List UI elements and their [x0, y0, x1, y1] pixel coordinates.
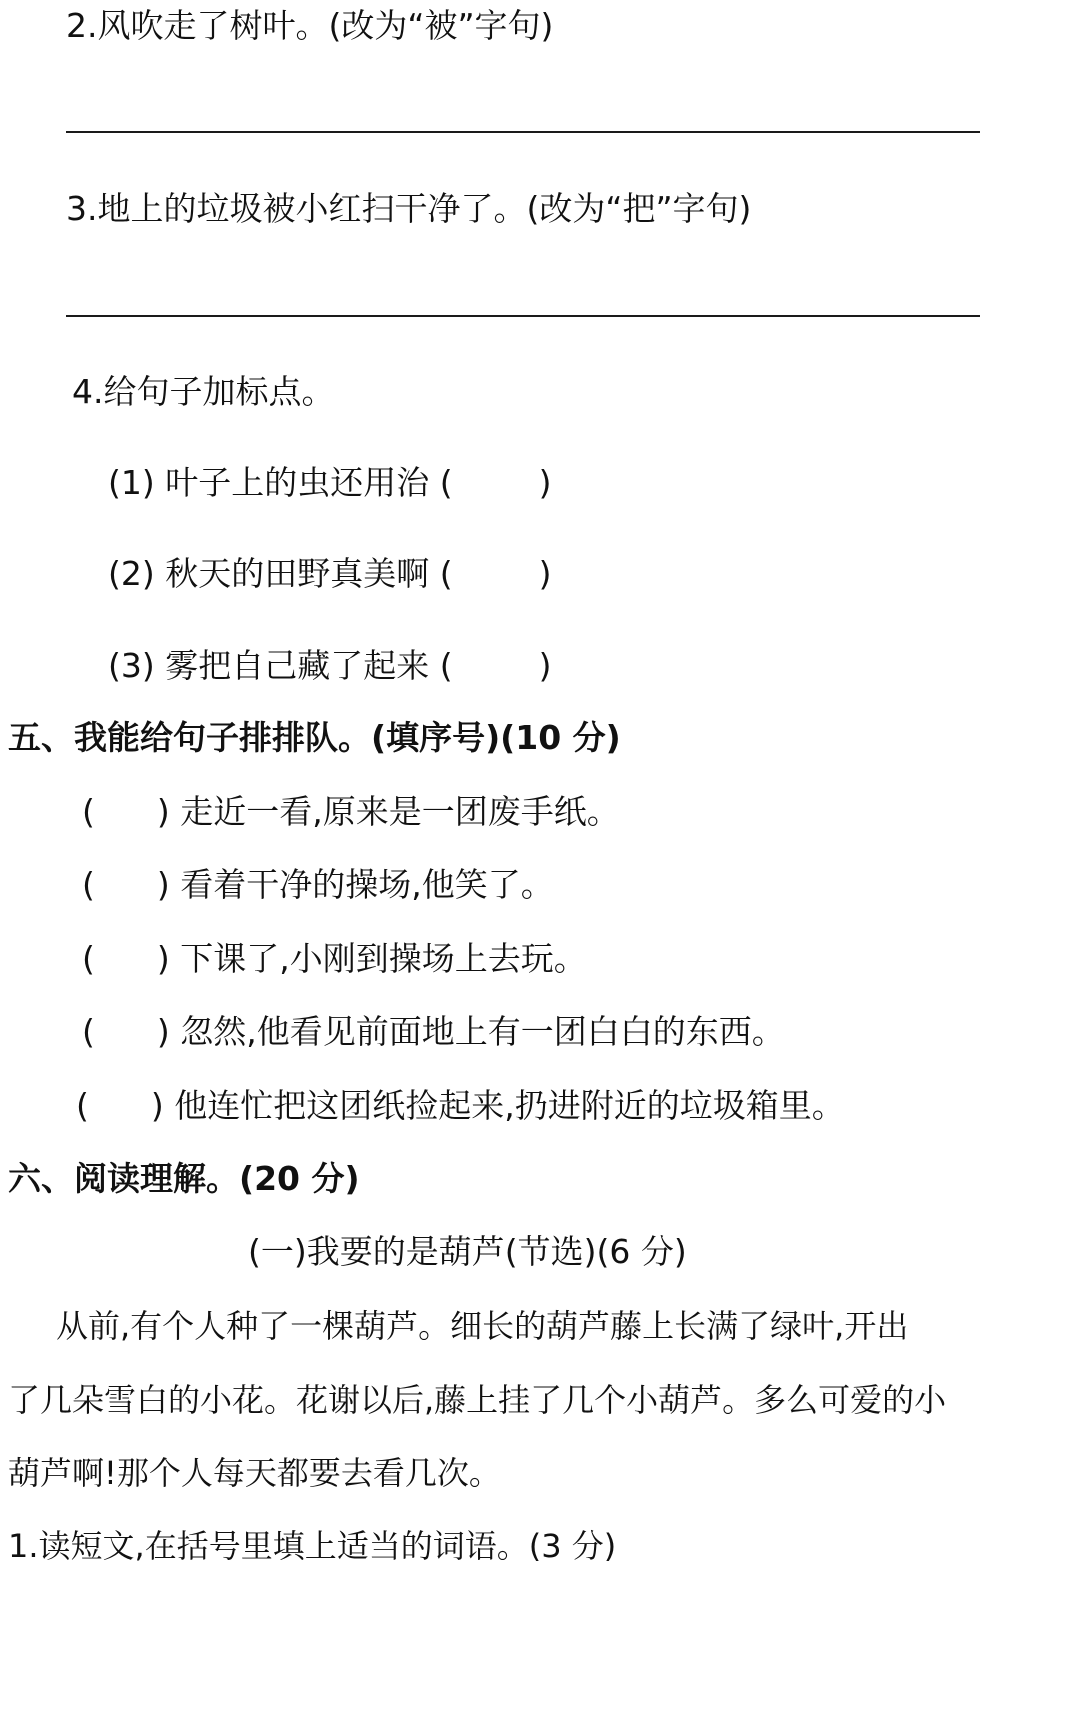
order-item-text: 下课了,小刚到操场上去玩。: [180, 939, 587, 978]
answer-blank[interactable]: ( ): [439, 554, 552, 593]
question-4: 4.给句子加标点。: [72, 372, 335, 411]
order-item-text: 忽然,他看见前面地上有一团白白的东西。: [180, 1012, 785, 1051]
punct-item-number: (1): [108, 463, 155, 502]
order-blank[interactable]: ( ): [82, 939, 170, 978]
order-item-1: [82, 792, 620, 832]
order-item-3: [82, 939, 587, 979]
punct-item-2: [108, 554, 552, 594]
answer-line-2[interactable]: [66, 131, 980, 133]
punct-item-1: [108, 463, 552, 503]
answer-line-3[interactable]: [66, 315, 980, 317]
order-blank[interactable]: ( ): [82, 865, 170, 904]
section-5-heading: 五、我能给句子排排队。(填序号)(10 分): [8, 718, 621, 757]
punct-item-text: 秋天的田野真美啊: [165, 554, 430, 593]
passage-line-1: 从前,有个人种了一棵葫芦。细长的葫芦藤上长满了绿叶,开出: [56, 1307, 909, 1345]
question-2: 2.风吹走了树叶。(改为“被”字句): [66, 6, 554, 45]
answer-blank[interactable]: ( ): [439, 463, 552, 502]
passage-line-3: 葫芦啊!那个人每天都要去看几次。: [8, 1454, 501, 1492]
order-item-text: 看着干净的操场,他笑了。: [180, 865, 554, 904]
reading-question-1: 1.读短文,在括号里填上适当的词语。(3 分): [8, 1527, 617, 1565]
section-6-heading: 六、阅读理解。(20 分): [8, 1159, 360, 1198]
punct-item-number: (3): [108, 646, 155, 685]
order-item-5: [76, 1086, 845, 1126]
order-item-2: [82, 865, 554, 905]
order-blank[interactable]: ( ): [82, 792, 170, 831]
punct-item-3: [108, 646, 552, 686]
punct-item-text: 叶子上的虫还用治: [165, 463, 430, 502]
order-blank[interactable]: ( ): [76, 1086, 164, 1125]
punct-item-number: (2): [108, 554, 155, 593]
order-item-text: 走近一看,原来是一团废手纸。: [180, 792, 620, 831]
question-3: 3.地上的垃圾被小红扫干净了。(改为“把”字句): [66, 189, 752, 228]
passage-line-2: 了几朵雪白的小花。花谢以后,藤上挂了几个小葫芦。多么可爱的小: [8, 1381, 947, 1419]
order-item-4: [82, 1012, 785, 1052]
punct-item-text: 雾把自己藏了起来: [165, 646, 430, 685]
order-item-text: 他连忙把这团纸捡起来,扔进附近的垃圾箱里。: [174, 1086, 845, 1125]
passage-title: (一)我要的是葫芦(节选)(6 分): [248, 1232, 687, 1271]
order-blank[interactable]: ( ): [82, 1012, 170, 1051]
answer-blank[interactable]: ( ): [439, 646, 552, 685]
